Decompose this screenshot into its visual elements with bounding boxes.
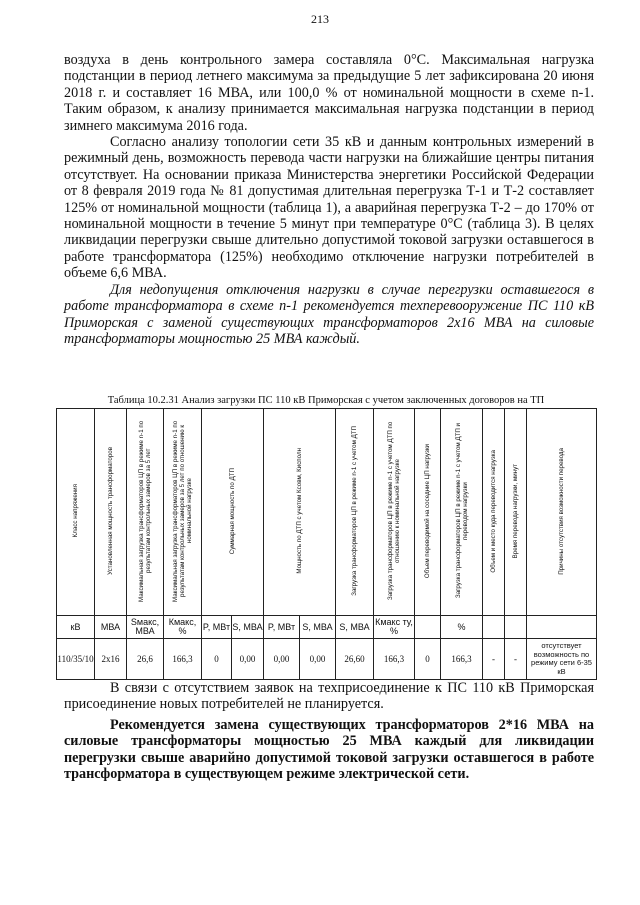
unit-cell: МВА [95,616,127,639]
unit-cell: Кмакс ту, % [374,616,415,639]
header-cell: Время перевода нагрузки, минут [505,409,527,616]
table-row [57,639,597,680]
header-cell: Максимальная загрузка трансформаторов ЦП в режиме n-1 по результатам контрольных замеров за 5 лет [127,409,164,616]
unit-cell: S, МВА [232,616,264,639]
value-cell: 110/35/10 [57,639,95,680]
body-text-top [64,52,594,347]
unit-cell: кВ [57,616,95,639]
table-caption: Таблица 10.2.31 Анализ загрузки ПС 110 кВ Приморская с учетом заключенных договоров на ТП [107,395,545,406]
value-cell: 26,60 [336,639,374,680]
value-cell: 0 [415,639,441,680]
value-cell: - [483,639,505,680]
unit-cell: Кмакс, % [164,616,202,639]
load-analysis-table [56,408,597,680]
reason-cell: отсутствует возможность по режиму сети 6-35 кВ [527,639,597,680]
paragraph-2: Согласно анализу топологии сети 35 кВ и данным контрольных измерений в режимный день, возможность перевода части нагрузки на ближайшие центры питания отсутствует. На основании приказа Министерства энергетики Российской Федерации от 8 февраля 2019 года № 81 допустимая длительная перегрузка Т-1 и Т-2 составляет 125% от номинальной мощности (таблица 1), а аварийная перегрузка Т-2 – до 170% от номинальной мощности в течение 5 минут при температуре 0°С (таблица 3). В целях ликвидации перегрузки свыше длительно допустимой токовой загрузки оставшегося в работе трансформатора (125%) необходимо отключение нагрузки потребителей в объеме 6,6 МВА. [64,134,594,282]
unit-cell [415,616,441,639]
unit-cell: P, МВт [264,616,300,639]
header-cell: Загрузка трансформаторов ЦП в режиме n-1 с учетом ДТП по отношению к номинальной нагрузке [374,409,415,616]
page-number: 213 [311,12,329,26]
unit-cell [505,616,527,639]
unit-cell: S, МВА [336,616,374,639]
table-header-row [57,409,597,616]
value-cell: 26,6 [127,639,164,680]
header-cell: Класс напряжения [57,409,95,616]
value-cell: 166,3 [164,639,202,680]
value-cell: 0 [202,639,232,680]
unit-cell: S, МВА [300,616,336,639]
paragraph-3-recommendation: Для недопущения отключения нагрузки в случае перегрузки оставшегося в работе трансформатора в схеме n-1 рекомендуется техперевооружение ПС 110 кВ Приморская с заменой существующих трансформаторов 2х16 МВА на силовые трансформаторы мощностью 25 МВА каждый. [64,281,594,347]
header-cell: Суммарная мощность по ДТП [202,409,264,616]
value-cell: 166,3 [374,639,415,680]
body-text-bottom [64,680,594,782]
unit-cell: Sмакс, МВА [127,616,164,639]
header-cell: Загрузка трансформаторов ЦП в режиме n-1 с учетом ДТП и переводом нагрузки [441,409,483,616]
value-cell: 0,00 [232,639,264,680]
header-cell: Мощность по ДТП с учетом Ксовм, Кисполн [264,409,336,616]
paragraph-1: воздуха в день контрольного замера составляла 0°С. Максимальная нагрузка подстанции в период летнего максимума за предыдущие 5 лет зафиксирована 20 июня 2018 г. и составляет 16 МВА, или 100,0 % от номинальной мощности в схеме n-1. Таким образом, к анализу принимается максимальная нагрузка подстанции в период зимнего максимума 2016 года. [64,52,594,134]
unit-cell: % [441,616,483,639]
paragraph-5-conclusion: Рекомендуется замена существующих трансформаторов 2*16 МВА на силовые трансформаторы мощностью 25 МВА каждый для ликвидации перегрузки свыше аварийно допустимой токовой загрузки оставшегося в работе трансформатора в существующем режиме электрической сети. [64,716,594,783]
table-units-row [57,616,597,639]
paragraph-4: В связи с отсутствием заявок на техприсоединение к ПС 110 кВ Приморская присоединение новых потребителей не планируется. [64,680,594,713]
header-cell: Причины отсутствия возможности перевода [527,409,597,616]
value-cell: 0,00 [300,639,336,680]
unit-cell [527,616,597,639]
value-cell: - [505,639,527,680]
value-cell: 2х16 [95,639,127,680]
header-cell: Максимальная загрузка трансформаторов ЦП в режиме n-1 по результатам контрольных замеров за 5 лет по отношению к номинальной нагрузке [164,409,202,616]
value-cell: 166,3 [441,639,483,680]
unit-cell [483,616,505,639]
value-cell: 0,00 [264,639,300,680]
header-cell: Загрузка трансформаторов ЦП в режиме n-1 с учетом ДТП [336,409,374,616]
header-cell: Объем и место куда переводится нагрузка [483,409,505,616]
header-cell: Установленная мощность трансформаторов [95,409,127,616]
unit-cell: P, МВт [202,616,232,639]
header-cell: Объем переводимой на соседние ЦП нагрузки [415,409,441,616]
